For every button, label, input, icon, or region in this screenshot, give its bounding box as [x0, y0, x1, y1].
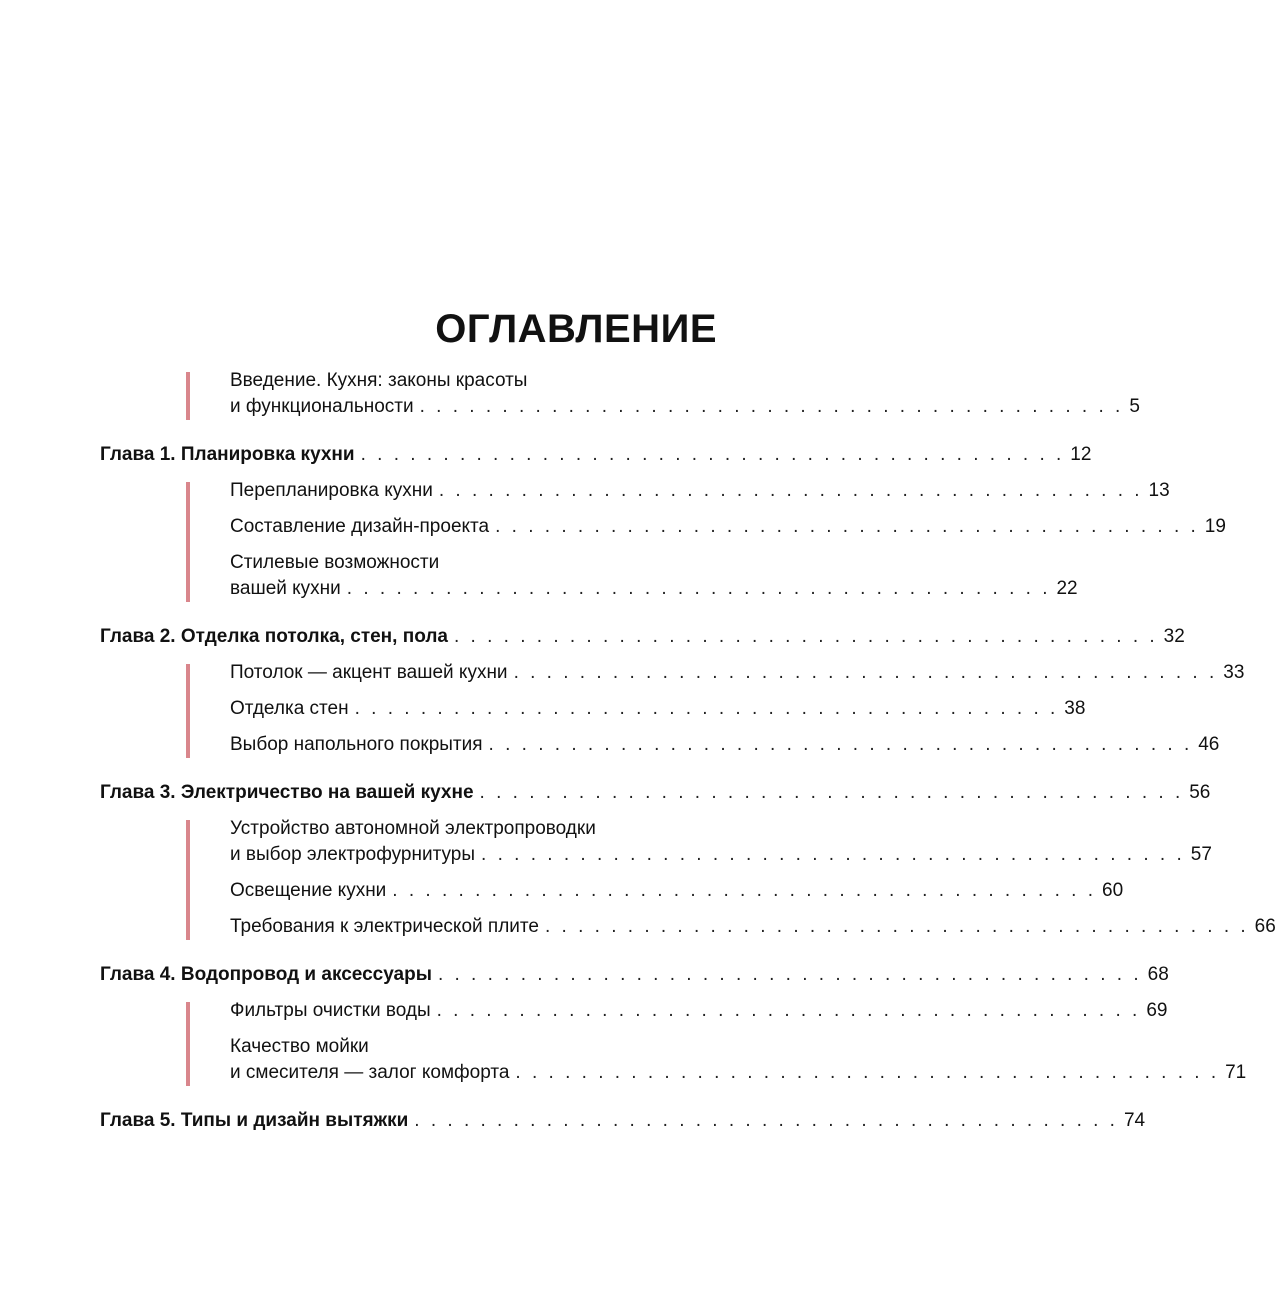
dot-leader: . . . . . . . . . . . . . . . . . . . . . . . . . . . . . . . . . . . . . . . . . . . [414, 1110, 1118, 1131]
toc-chapter-1[interactable] [100, 442, 1092, 468]
accent-bar [186, 482, 190, 602]
toc-group-ch4 [100, 998, 1247, 1086]
toc-chapter-2[interactable] [100, 624, 1185, 650]
toc-chapter-4[interactable] [100, 962, 1169, 988]
toc-entry[interactable] [230, 878, 1124, 904]
toc-entry[interactable] [230, 660, 1245, 686]
toc-entry[interactable] [230, 478, 1170, 504]
toc-entry[interactable] [230, 514, 1226, 540]
entry-label: Потолок — акцент вашей кухни [230, 662, 508, 683]
page-number: 33 [1223, 662, 1245, 683]
entry-label-line2: и смесителя — залог комфорта [230, 1062, 510, 1083]
toc-chapter-5[interactable] [100, 1108, 1146, 1134]
toc-group-ch2 [100, 660, 1245, 758]
toc-entry[interactable] [230, 816, 1212, 868]
dot-leader: . . . . . . . . . . . . . . . . . . . . . . . . . . . . . . . . . . . . . . . . . . . [437, 964, 1142, 985]
dot-leader: . . . . . . . . . . . . . . . . . . . . . . . . . . . . . . . . . . . . . . . . . . . [495, 516, 1199, 537]
dot-leader: . . . . . . . . . . . . . . . . . . . . . . . . . . . . . . . . . . . . . . . . . . . [436, 1000, 1141, 1021]
toc-entry[interactable] [230, 696, 1086, 722]
page-number: 32 [1163, 626, 1185, 647]
toc-entry[interactable] [230, 998, 1168, 1024]
accent-bar [186, 664, 190, 758]
toc-group-intro [100, 368, 1140, 420]
toc-entry[interactable] [230, 550, 1078, 602]
chapter-label: Глава 2. Отделка потолка, стен, пола [100, 626, 448, 647]
toc-entry[interactable] [230, 1034, 1247, 1086]
accent-bar [186, 1002, 190, 1086]
toc-group-ch3 [100, 816, 1276, 940]
page-number: 38 [1064, 698, 1086, 719]
accent-bar [186, 820, 190, 940]
page-number: 5 [1129, 396, 1140, 417]
entry-label: Выбор напольного покрытия [230, 734, 483, 755]
page-number: 66 [1254, 916, 1276, 937]
page-number: 13 [1148, 480, 1170, 501]
accent-bar [186, 372, 190, 420]
page-number: 60 [1102, 880, 1124, 901]
entry-label-line1: Стилевые возможности [230, 552, 440, 573]
chapter-label: Глава 3. Электричество на вашей кухне [100, 782, 474, 803]
entry-label: Требования к электрической плите [230, 916, 539, 937]
page-number: 56 [1189, 782, 1211, 803]
table-of-contents [100, 368, 1276, 1134]
entry-label-line1: Качество мойки [230, 1036, 369, 1057]
page-number: 68 [1147, 964, 1169, 985]
dot-leader: . . . . . . . . . . . . . . . . . . . . . . . . . . . . . . . . . . . . . . . . . . . [513, 662, 1218, 683]
dot-leader: . . . . . . . . . . . . . . . . . . . . . . . . . . . . . . . . . . . . . . . . . . . [453, 626, 1158, 647]
toc-entry[interactable] [230, 914, 1276, 940]
page-number: 46 [1198, 734, 1220, 755]
chapter-label: Глава 4. Водопровод и аксессуары [100, 964, 432, 985]
toc-entry-intro[interactable] [230, 368, 1140, 420]
dot-leader: . . . . . . . . . . . . . . . . . . . . . . . . . . . . . . . . . . . . . . . . . . . [515, 1062, 1220, 1083]
entry-label-line1: Введение. Кухня: законы красоты [230, 370, 528, 391]
chapter-label: Глава 1. Планировка кухни [100, 444, 355, 465]
page-number: 12 [1070, 444, 1092, 465]
dot-leader: . . . . . . . . . . . . . . . . . . . . . . . . . . . . . . . . . . . . . . . . . . . [392, 880, 1096, 901]
toc-group-ch1 [100, 478, 1226, 602]
dot-leader: . . . . . . . . . . . . . . . . . . . . . . . . . . . . . . . . . . . . . . . . . . . [419, 396, 1124, 417]
page-number: 19 [1204, 516, 1226, 537]
entry-label-line2: и выбор электрофурнитуры [230, 844, 476, 865]
entry-label: Фильтры очистки воды [230, 1000, 431, 1021]
chapter-label: Глава 5. Типы и дизайн вытяжки [100, 1110, 409, 1131]
dot-leader: . . . . . . . . . . . . . . . . . . . . . . . . . . . . . . . . . . . . . . . . . . . [544, 916, 1249, 937]
dot-leader: . . . . . . . . . . . . . . . . . . . . . . . . . . . . . . . . . . . . . . . . . . . [360, 444, 1065, 465]
entry-label-line1: Устройство автономной электропроводки [230, 818, 596, 839]
page-number: 71 [1225, 1062, 1247, 1083]
toc-chapter-3[interactable] [100, 780, 1211, 806]
entry-label: Составление дизайн-проекта [230, 516, 490, 537]
entry-label: Перепланировка кухни [230, 480, 433, 501]
dot-leader: . . . . . . . . . . . . . . . . . . . . . . . . . . . . . . . . . . . . . . . . . . . [481, 844, 1185, 865]
entry-label-line2: и функциональности [230, 396, 414, 417]
entry-label-line2: вашей кухни [230, 578, 341, 599]
entry-label: Отделка стен [230, 698, 349, 719]
page-number: 69 [1146, 1000, 1168, 1021]
dot-leader: . . . . . . . . . . . . . . . . . . . . . . . . . . . . . . . . . . . . . . . . . . . [354, 698, 1059, 719]
dot-leader: . . . . . . . . . . . . . . . . . . . . . . . . . . . . . . . . . . . . . . . . . . . [346, 578, 1051, 599]
dot-leader: . . . . . . . . . . . . . . . . . . . . . . . . . . . . . . . . . . . . . . . . . . . [438, 480, 1143, 501]
dot-leader: . . . . . . . . . . . . . . . . . . . . . . . . . . . . . . . . . . . . . . . . . . . [479, 782, 1184, 803]
page-number: 57 [1190, 844, 1212, 865]
toc-entry[interactable] [230, 732, 1220, 758]
page-number: 74 [1123, 1110, 1146, 1131]
page-number: 22 [1056, 578, 1078, 599]
dot-leader: . . . . . . . . . . . . . . . . . . . . . . . . . . . . . . . . . . . . . . . . . . . [488, 734, 1193, 755]
entry-label: Освещение кухни [230, 880, 387, 901]
page-title: ОГЛАВЛЕНИЕ [435, 307, 717, 351]
